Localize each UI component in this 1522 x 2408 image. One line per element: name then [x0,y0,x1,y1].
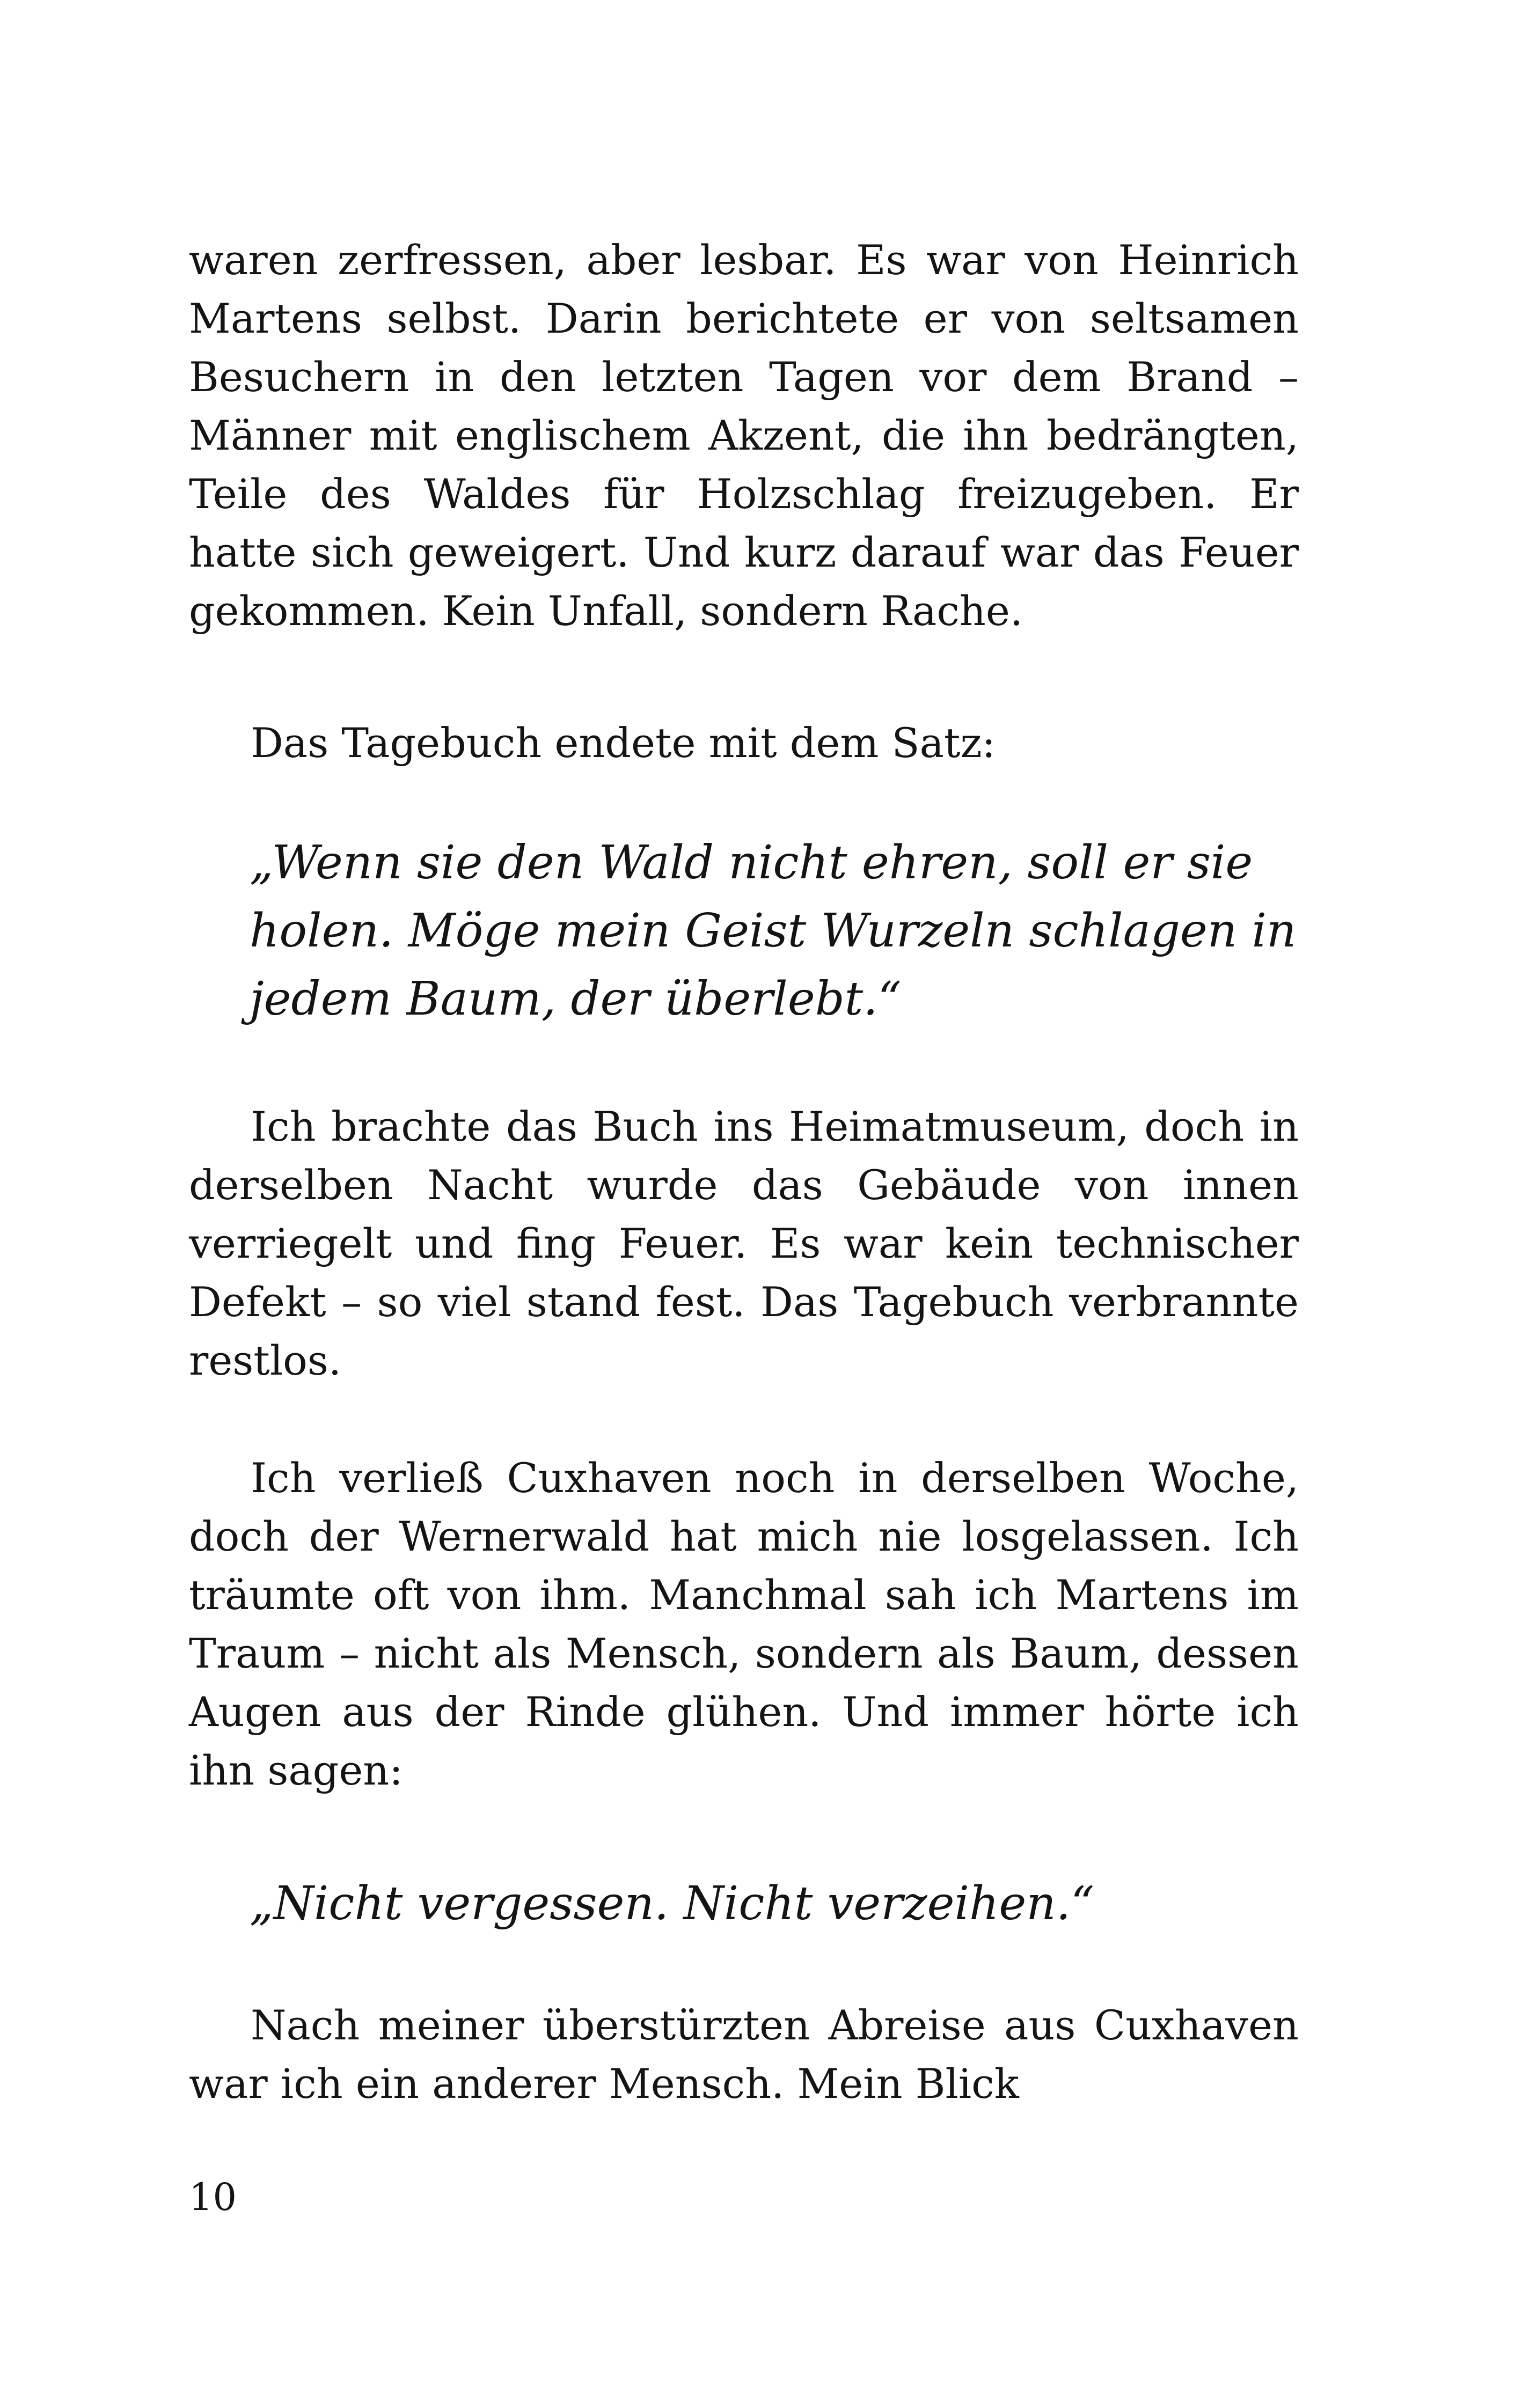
paragraph-after-departure: Nach meiner überstürzten Abreise aus Cuxhaven war ich ein anderer Mensch. Mein Blick [189,2001,1299,2108]
page-number: 10 [189,2175,237,2219]
paragraph-continuation: waren zerfressen, aber lesbar. Es war von Heinrich Martens selbst. Darin berichtete er von seltsamen Besuchern in den letzten Tagen vor dem Brand – Männer mit englischem Akzent, die ihn bedrängten, Teile des Waldes für Holzschlag freizugeben. Er hatte sich geweigert. Und kurz darauf war das Feuer gekommen. Kein Unfall, sondern Rache. [189,236,1299,635]
quote-diary-sentence: „Wenn sie den Wald nicht ehren, soll er sie holen. Möge mein Geist Wurzeln schlagen in jedem Baum, der überlebt.“ [250,836,1297,1026]
paragraph-leaving-cuxhaven: Ich verließ Cuxhaven noch in derselben Woche, doch der Wernerwald hat mich nie losgelassen. Ich träumte oft von ihm. Manchmal sah ich Martens im Traum – nicht als Mensch, sondern als Baum, dessen Augen aus der Rinde glühen. Und immer hörte ich ihn sagen: [189,1454,1299,1794]
paragraph-diary-intro: Das Tagebuch endete mit dem Satz: [251,719,996,767]
quote-not-forget: „Nicht vergessen. Nicht verzeihen.“ [250,1877,1094,1930]
paragraph-museum: Ich brachte das Buch ins Heimatmuseum, doch in derselben Nacht wurde das Gebäude von innen verriegelt und fing Feuer. Es war kein technischer Defekt – so viel stand fest. Das Tagebuch verbrannte restlos. [189,1103,1299,1384]
